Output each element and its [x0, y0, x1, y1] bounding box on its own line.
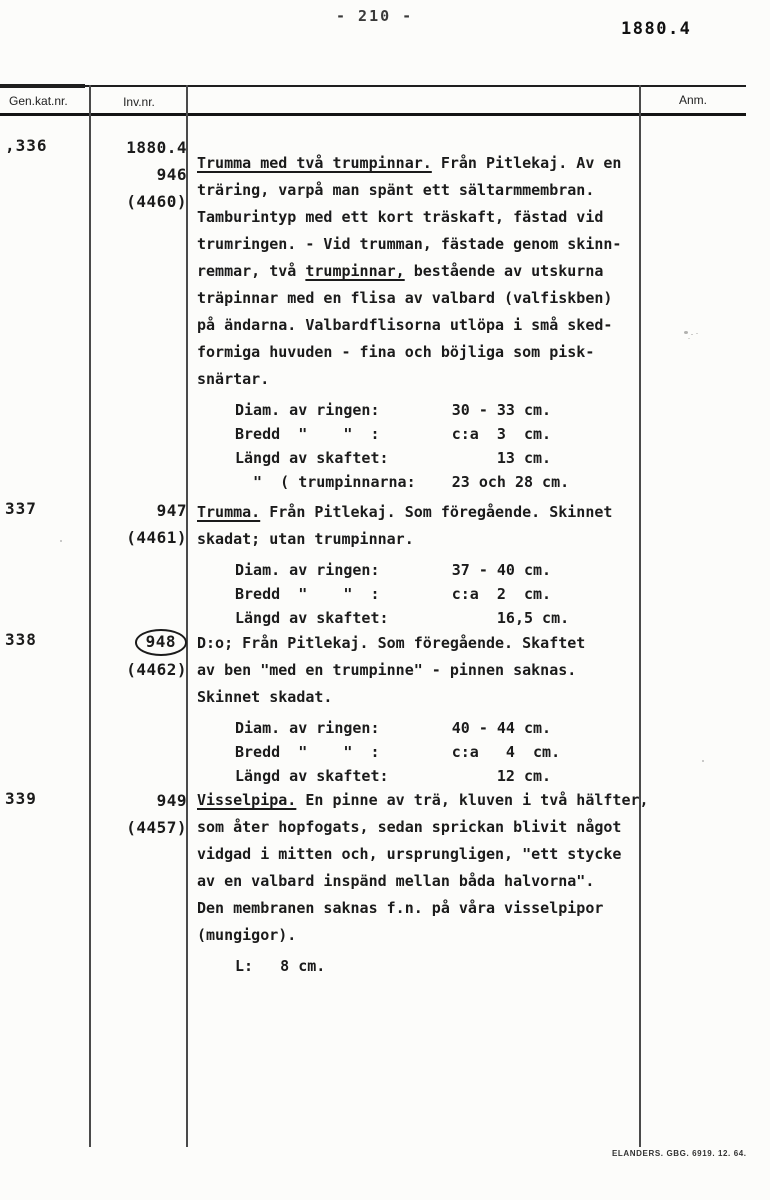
column-header-invnr: Inv.nr. — [123, 95, 155, 109]
inv-number-stack — [93, 497, 187, 551]
inv-number-line: (4462) — [126, 660, 187, 679]
entry-text-line — [197, 657, 662, 684]
measurement-line: Bredd " " : c:a 4 cm. — [235, 743, 561, 761]
circled-inv-number: 948 — [135, 629, 187, 656]
entry-text-line — [197, 499, 662, 526]
entry-text-line — [197, 922, 662, 949]
entry-text-line — [197, 868, 662, 895]
entry-text-line — [197, 366, 662, 393]
plain-text: som åter hopfogats, sedan sprickan blivit något — [197, 818, 622, 836]
page-number: - 210 - — [336, 7, 414, 25]
measurement-line: Diam. av ringen: 30 - 33 cm. — [235, 401, 552, 419]
entry-text-line — [197, 684, 662, 711]
entry-text-line — [197, 231, 662, 258]
inv-number-line: 1880.4 — [126, 138, 187, 157]
gen-kat-number: 339 — [5, 789, 37, 808]
plain-text: träring, varpå man spänt ett sältarmmembran. — [197, 181, 595, 199]
measurement-line: Diam. av ringen: 37 - 40 cm. — [235, 561, 552, 579]
plain-text: (mungigor). — [197, 926, 297, 944]
measurement-line: Bredd " " : c:a 2 cm. — [235, 585, 552, 603]
measurement-line: Längd av skaftet: 16,5 cm. — [235, 609, 570, 627]
entry-description — [197, 787, 662, 978]
measurement-line: Längd av skaftet: 13 cm. — [235, 449, 552, 467]
inv-number-stack — [93, 134, 187, 215]
measurement-line: " ( trumpinnarna: 23 och 28 cm. — [235, 473, 570, 491]
plain-text: Från Pitlekaj. Av en — [431, 154, 622, 172]
inv-number-line: 947 — [156, 501, 187, 520]
scan-speck — [60, 540, 62, 542]
entry-text-line — [197, 285, 662, 312]
inv-number-line: 946 — [156, 165, 187, 184]
underlined-text: trumpinnar, — [305, 262, 405, 280]
underlined-text: Trumma med två trumpinnar. — [197, 154, 432, 172]
inv-number-line — [93, 628, 187, 656]
entry-text-line — [197, 526, 662, 553]
plain-text: skadat; utan trumpinnar. — [197, 530, 414, 548]
plain-text: av en valbard inspänd mellan båda halvorna". — [197, 872, 595, 890]
plain-text: Från Pitlekaj. Som föregående. Skinnet — [260, 503, 613, 521]
entry-text-line — [197, 177, 662, 204]
plain-text: på ändarna. Valbardflisorna utlöpa i små sked- — [197, 316, 613, 334]
entry-description — [197, 630, 662, 788]
plain-text: Den membranen saknas f.n. på våra visselpipor — [197, 899, 604, 917]
entry-text-line — [197, 630, 662, 657]
entry-description — [197, 150, 662, 494]
measurement-line: Diam. av ringen: 40 - 44 cm. — [235, 719, 552, 737]
column-divider-inv-text — [186, 85, 188, 1147]
scan-smudge — [684, 331, 688, 334]
plain-text: vidgad i mitten och, ursprungligen, "ett stycke — [197, 845, 622, 863]
entry-text-line — [197, 204, 662, 231]
entry-text-line — [197, 814, 662, 841]
printer-mark: ELANDERS. GBG. 6919. 12. 64. — [612, 1149, 747, 1158]
plain-text: Tamburintyp med ett kort träskaft, fästad vid — [197, 208, 604, 226]
plain-text: D:o; Från Pitlekaj. Som föregående. Skaftet — [197, 634, 586, 652]
underlined-text: Trumma. — [197, 503, 261, 521]
plain-text: Skinnet skadat. — [197, 688, 333, 706]
plain-text: formiga huvuden - fina och böjliga som pisk- — [197, 343, 595, 361]
inv-number-stack — [93, 628, 187, 683]
measurement-line: Längd av skaftet: 12 cm. — [235, 767, 552, 785]
inv-number-line: (4457) — [126, 818, 187, 837]
entry-description — [197, 499, 662, 630]
plain-text: remmar, två — [197, 262, 306, 280]
accession-number: 1880.4 — [621, 19, 692, 39]
gen-kat-number: 338 — [5, 630, 37, 649]
column-header-anm: Anm. — [678, 93, 707, 107]
measurements-block — [235, 954, 662, 978]
entry-text-line — [197, 339, 662, 366]
measurement-line: Bredd " " : c:a 3 cm. — [235, 425, 552, 443]
plain-text: träpinnar med en flisa av valbard (valfiskben) — [197, 289, 613, 307]
measurements-block — [235, 558, 662, 630]
measurements-block — [235, 398, 662, 494]
entry-text-line — [197, 787, 662, 814]
scan-speck — [702, 760, 704, 762]
entry-text-line — [197, 841, 662, 868]
column-divider-genkat-inv — [89, 85, 91, 1147]
inv-number-line: (4461) — [126, 528, 187, 547]
inv-number-line: (4460) — [126, 192, 187, 211]
plain-text: trumringen. - Vid trumman, fästade genom skinn- — [197, 235, 622, 253]
plain-text: En pinne av trä, kluven i två hälfter, — [296, 791, 649, 809]
gen-kat-number: ,336 — [5, 136, 48, 155]
gen-kat-number: 337 — [5, 499, 37, 518]
measurements-block — [235, 716, 662, 788]
table-header-bottom-rule — [0, 113, 746, 116]
inv-number-line: 949 — [156, 791, 187, 810]
measurement-line: L: 8 cm. — [235, 957, 326, 975]
inv-number-stack — [93, 787, 187, 841]
entry-text-line — [197, 895, 662, 922]
column-header-genkatnr: Gen.kat.nr. — [9, 94, 68, 108]
underlined-text: Visselpipa. — [197, 791, 297, 809]
table-top-rule — [0, 85, 746, 87]
plain-text: av ben "med en trumpinne" - pinnen saknas. — [197, 661, 577, 679]
entry-text-line — [197, 312, 662, 339]
plain-text: snärtar. — [197, 370, 270, 388]
entry-text-line — [197, 258, 662, 285]
plain-text: bestående av utskurna — [404, 262, 604, 280]
entry-text-line — [197, 150, 662, 177]
